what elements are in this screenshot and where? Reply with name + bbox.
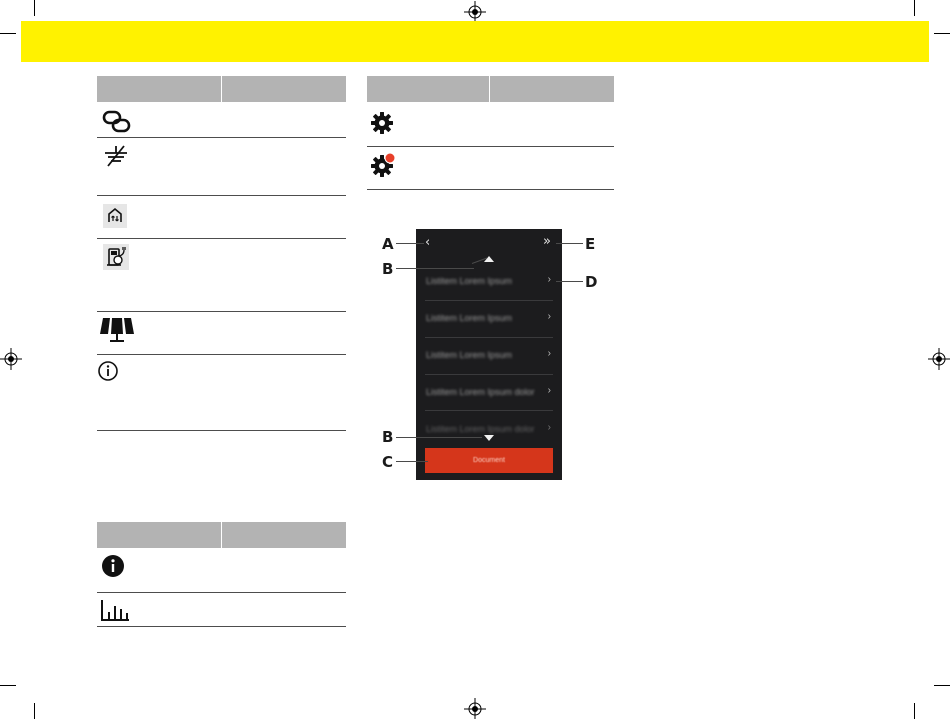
registration-mark-right (928, 348, 950, 370)
list-item[interactable] (425, 412, 553, 448)
charging-station-icon (103, 244, 129, 270)
chevron-right-icon: › (547, 311, 551, 322)
list-item-label: Listitem Lorem Ipsum dolor (426, 424, 535, 434)
registration-mark-left (0, 348, 22, 370)
back-chevron-icon[interactable]: ‹ (425, 235, 431, 250)
list-item[interactable] (425, 264, 553, 300)
double-chevron-right-icon[interactable]: » (543, 234, 551, 249)
bar-chart-icon (100, 597, 130, 623)
list-item-label: Listitem Lorem Ipsum (426, 313, 513, 323)
registration-mark-top (464, 1, 486, 23)
table-header (97, 76, 346, 102)
list-item[interactable] (425, 375, 553, 411)
info-outline-icon (97, 360, 119, 382)
info-filled-icon (101, 554, 125, 578)
callout-a: A (382, 235, 394, 253)
settings-gear-notification-icon (370, 152, 396, 178)
list-item[interactable] (425, 301, 553, 337)
settings-gear-icon (370, 111, 394, 135)
grid-off-icon (103, 144, 129, 168)
action-button[interactable]: Document (425, 448, 553, 473)
chevron-right-icon: › (547, 422, 551, 433)
list-item-label: Listitem Lorem Ipsum dolor (426, 387, 535, 397)
home-energy-icon (103, 204, 127, 228)
device-screen (416, 229, 562, 480)
callout-c: C (382, 453, 394, 471)
table-header (97, 522, 346, 548)
chevron-right-icon: › (547, 274, 551, 285)
solar-panel-icon (99, 316, 135, 344)
callout-d: D (585, 273, 598, 291)
callout-b-bottom: B (382, 428, 394, 446)
list-item-label: Listitem Lorem Ipsum (426, 350, 513, 360)
scroll-down-arrow-icon[interactable] (484, 435, 494, 441)
list-item-label: Listitem Lorem Ipsum (426, 276, 513, 286)
table-header (367, 76, 614, 102)
header-bar (21, 21, 929, 62)
link-icon (101, 109, 133, 135)
chevron-right-icon: › (547, 385, 551, 396)
callout-b-top: B (382, 260, 394, 278)
list-item[interactable] (425, 338, 553, 374)
registration-mark-bottom (464, 698, 486, 719)
chevron-right-icon: › (547, 348, 551, 359)
callout-e: E (585, 235, 596, 253)
